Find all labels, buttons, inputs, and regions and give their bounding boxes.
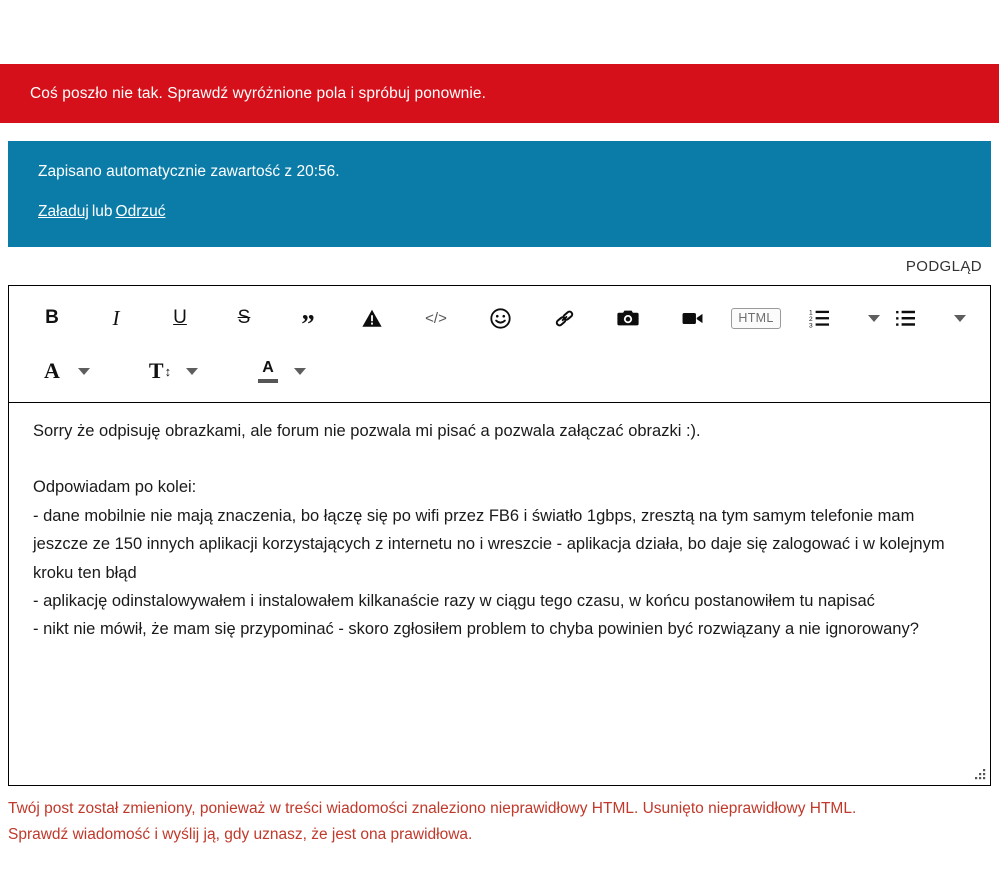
video-icon[interactable] <box>671 298 713 338</box>
validation-message-line1: Twój post został zmieniony, ponieważ w treści wiadomości znaleziono nieprawidłowy HTML. Usunięto nieprawidłowy HTML. <box>8 800 857 817</box>
editor-paragraph <box>33 445 966 473</box>
validation-message-line2: Sprawdź wiadomość i wyślij ją, gdy uznasz, że jest ona prawidłowa. <box>8 826 473 844</box>
autosave-separator: lub <box>91 203 113 220</box>
tab-preview[interactable]: PODGLĄD <box>905 258 982 275</box>
validation-message <box>0 786 999 849</box>
font-size-updown-icon: ↕ <box>164 363 172 379</box>
autosave-message: Zapisano automatycznie zawartość z 20:56. <box>38 163 340 180</box>
font-family-button[interactable]: A <box>44 358 60 383</box>
autosave-notice <box>8 141 991 247</box>
toolbar-row-primary <box>9 290 990 346</box>
font-size-glyph: T <box>148 358 164 383</box>
chevron-down-icon <box>294 368 306 375</box>
chevron-down-icon <box>78 368 90 375</box>
text-color-dropdown-caret[interactable] <box>289 351 311 391</box>
blockquote-icon[interactable]: ” <box>301 308 315 339</box>
autosave-actions <box>38 203 961 221</box>
strikethrough-button[interactable]: S <box>237 307 251 328</box>
editor-paragraph: - aplikację odinstalowywałem i instalowałem kilkanaście razy w ciągu tego czasu, w końcu postanowiłem tu napisać <box>33 591 875 610</box>
underline-button[interactable]: U <box>173 307 187 328</box>
ordered-list-icon[interactable] <box>799 298 841 338</box>
preview-tab-row <box>0 247 999 285</box>
editor-toolbar <box>9 286 990 403</box>
font-size-dropdown-caret[interactable] <box>181 351 203 391</box>
error-banner-message: Coś poszło nie tak. Sprawdź wyróżnione pola i spróbuj ponownie. <box>30 84 487 102</box>
resize-grip-icon[interactable] <box>973 768 987 782</box>
autosave-discard-link[interactable]: Odrzuć <box>115 203 166 220</box>
svg-text:2: 2 <box>809 316 813 324</box>
italic-button[interactable]: I <box>112 305 120 330</box>
rich-text-editor <box>8 285 991 786</box>
code-icon[interactable]: </> <box>425 309 447 327</box>
unordered-list-dropdown-caret[interactable] <box>949 298 971 338</box>
unordered-list-icon[interactable] <box>885 298 927 338</box>
html-source-button[interactable] <box>735 298 777 338</box>
autosave-load-link[interactable]: Załaduj <box>38 203 89 220</box>
svg-text:3: 3 <box>809 322 813 329</box>
svg-text:1: 1 <box>809 309 813 317</box>
ordered-list-dropdown-caret[interactable] <box>863 298 885 338</box>
editor-text-area[interactable] <box>9 403 990 785</box>
text-color-glyph: A <box>262 358 274 376</box>
image-camera-icon[interactable] <box>607 298 649 338</box>
editor-paragraph: Sorry że odpisuję obrazkami, ale forum nie pozwala mi pisać a pozwala załączać obrazki :). <box>33 422 701 440</box>
top-spacer <box>0 0 999 64</box>
font-family-dropdown-caret[interactable] <box>73 351 95 391</box>
text-color-swatch <box>258 379 278 383</box>
bold-button[interactable]: B <box>45 307 59 328</box>
editor-paragraph: - nikt nie mówił, że mam się przypominać - skoro zgłosiłem problem to chyba powinien być rozwiązany a nie ignorowany? <box>33 620 919 639</box>
text-color-button[interactable] <box>247 351 289 391</box>
chevron-down-icon <box>868 315 880 322</box>
spoiler-warning-icon[interactable] <box>351 298 393 338</box>
chevron-down-icon <box>186 368 198 375</box>
chevron-down-icon <box>954 315 966 322</box>
link-icon[interactable] <box>543 298 585 338</box>
editor-paragraph: - dane mobilnie nie mają znaczenia, bo łączę się po wifi przez FB6 i światło 1gbps, zresztą na tym samym telefonie mam jeszcze ze 150 innych aplikacji korzystających z internetu no i wreszcie - aplikacja działa, bo daje się zalogować i w kolejnym kroku ten błąd <box>33 506 945 582</box>
html-source-label: HTML <box>731 308 780 329</box>
toolbar-row-secondary <box>9 346 990 396</box>
editor-paragraph: Odpowiadam po kolei: <box>33 478 197 497</box>
error-banner <box>0 64 999 123</box>
font-size-button[interactable] <box>139 351 181 391</box>
emoji-icon[interactable] <box>479 298 521 338</box>
